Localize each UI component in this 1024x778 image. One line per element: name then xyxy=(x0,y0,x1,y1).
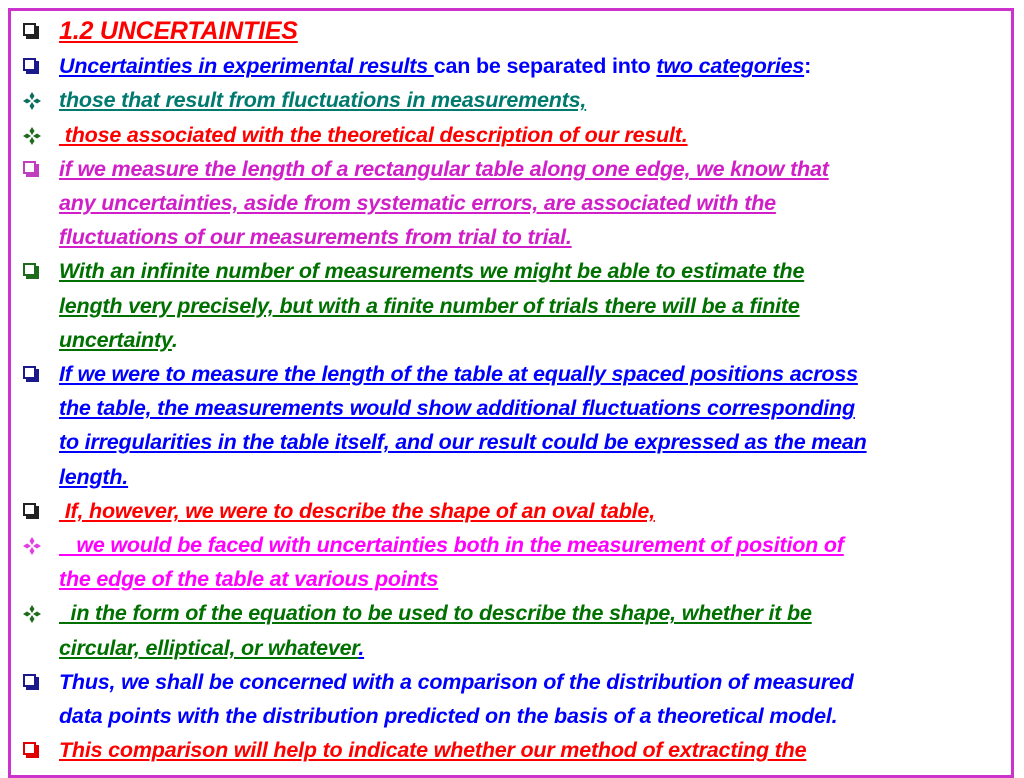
list-item xyxy=(22,152,1012,255)
slide-title: 1.2 UNCERTAINTIES xyxy=(59,17,298,45)
checkbox-bullet-icon xyxy=(22,357,48,391)
diamond-bullet-icon xyxy=(22,596,48,630)
text-span: . xyxy=(171,327,178,352)
text-span: those that result from fluctuations in measurements, xyxy=(59,88,587,113)
text-span: data points with the distribution predicted on the basis of a theoretical model. xyxy=(59,704,838,729)
list-item xyxy=(22,83,1012,117)
text-span: If, however, we were to describe the shape of an oval table, xyxy=(59,498,655,523)
list-item xyxy=(22,494,1012,528)
text-span: If we were to measure the length of the table at equally spaced positions across xyxy=(59,362,858,387)
text-span: circular, elliptical, or whatever xyxy=(59,635,359,660)
checkbox-bullet-icon xyxy=(22,14,48,48)
text-span: if we measure the length of a rectangular table along one edge, we know that xyxy=(59,156,829,181)
text-span: uncertainty xyxy=(59,327,172,352)
checkbox-bullet-icon xyxy=(22,733,48,767)
list-item xyxy=(22,596,1012,664)
slide-title-row xyxy=(22,14,1012,49)
text-span: Thus, we shall be concerned with a comparison of the distribution of measured xyxy=(59,669,854,694)
text-span: those associated with the theoretical description of our result. xyxy=(59,122,688,147)
text-span: With an infinite number of measurements we might be able to estimate the xyxy=(59,259,805,284)
checkbox-bullet-icon xyxy=(22,49,48,83)
checkbox-bullet-icon xyxy=(22,152,48,186)
text-span: in the form of the equation to be used to describe the shape, whether it be xyxy=(59,601,812,626)
list-item xyxy=(22,118,1012,152)
diamond-bullet-icon xyxy=(22,83,48,117)
text-span: length very precisely, but with a finite number of trials there will be a finite xyxy=(59,293,800,318)
list-item xyxy=(22,357,1012,494)
checkbox-bullet-icon xyxy=(22,665,48,699)
text-span: fluctuations of our measurements from trial to trial. xyxy=(59,225,572,250)
list-item xyxy=(22,254,1012,357)
checkbox-bullet-icon xyxy=(22,254,48,288)
text-span: the edge of the table at various points xyxy=(59,567,439,592)
text-span: length. xyxy=(59,464,129,489)
text-span: can be separated into xyxy=(433,54,657,79)
checkbox-bullet-icon xyxy=(22,494,48,528)
list-item xyxy=(22,733,1012,767)
text-span: : xyxy=(804,54,812,79)
text-span: we would be faced with uncertainties both in the measurement of position of xyxy=(59,533,844,558)
text-span: to irregularities in the table itself, and our result could be expressed as the mean xyxy=(59,430,867,455)
text-span: the table, the measurements would show additional fluctuations corresponding xyxy=(59,396,855,421)
text-span: . xyxy=(358,635,365,660)
text-span: Uncertainties in experimental results xyxy=(59,54,434,79)
list-item xyxy=(22,49,1012,83)
text-span: two categories xyxy=(656,54,805,79)
list-item xyxy=(22,528,1012,596)
slide-content xyxy=(22,14,1012,767)
text-span: This comparison will help to indicate whether our method of extracting the xyxy=(59,738,807,763)
list-item xyxy=(22,665,1012,733)
text-span: any uncertainties, aside from systematic errors, are associated with the xyxy=(59,191,776,216)
diamond-bullet-icon xyxy=(22,118,48,152)
diamond-bullet-icon xyxy=(22,528,48,562)
